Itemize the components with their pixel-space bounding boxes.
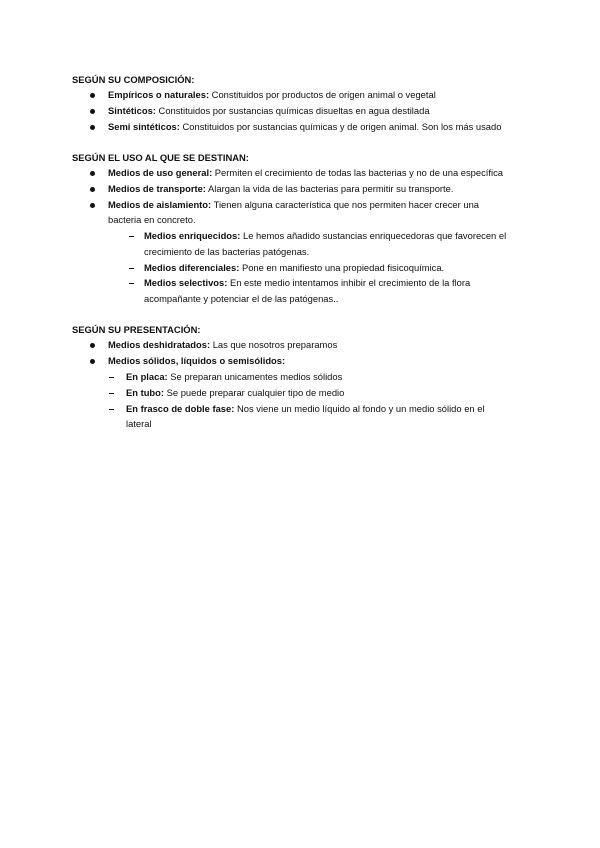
- subitem-text: Se puede preparar cualquier tipo de medio: [164, 387, 345, 398]
- item-text: Permiten el crecimiento de todas las bacterias y no de una específica: [212, 167, 503, 178]
- item-text: Alargan la vida de las bacterias para permitir su transporte.: [205, 183, 454, 194]
- item-continuation: bacteria en concreto.: [108, 214, 196, 225]
- bullet-icon: [90, 187, 95, 192]
- dash-icon: [129, 283, 134, 284]
- item-term: Medios de aislamiento:: [108, 199, 212, 210]
- item-text: Constituidos por sustancias químicas y de origen animal. Son los más usado: [179, 121, 502, 132]
- item-term: Medios de uso general:: [108, 167, 213, 178]
- subitem-continuation: acompañante y potenciar el de las patógenas..: [144, 293, 339, 304]
- subitem-text: En este medio intentamos inhibir el crecimiento de la flora: [227, 277, 471, 288]
- dash-icon: [109, 409, 114, 410]
- subitem-text: Pone en manifiesto una propiedad fisicoquímica.: [239, 262, 445, 273]
- bullet-icon: [90, 359, 95, 364]
- dash-icon: [129, 236, 134, 237]
- item-text: Constituidos por productos de origen animal o vegetal: [209, 89, 436, 100]
- subitem-text: Se preparan unicamentes medios sólidos: [167, 371, 343, 382]
- item-term: Semi sintéticos:: [108, 121, 180, 132]
- subitem-text: Nos viene un medio líquido al fondo y un medio sólido en el: [234, 403, 485, 414]
- bullet-icon: [90, 171, 95, 176]
- subitem-term: Medios diferenciales:: [144, 262, 240, 273]
- bullet-icon: [90, 93, 95, 98]
- item-text: Las que nosotros preparamos: [210, 339, 338, 350]
- subitem-term: En placa:: [126, 371, 168, 382]
- bullet-icon: [90, 343, 95, 348]
- item-term: Sintéticos:: [108, 105, 156, 116]
- item-text: Tienen alguna característica que nos permiten hacer crecer una: [211, 199, 480, 210]
- item-term: Medios deshidratados:: [108, 339, 211, 350]
- subitem-term: Medios enriquecidos:: [144, 230, 241, 241]
- subitem-continuation: lateral: [126, 418, 152, 429]
- subitem-term: En tubo:: [126, 387, 165, 398]
- item-term: Empíricos o naturales:: [108, 89, 210, 100]
- bullet-icon: [90, 203, 95, 208]
- item-term: Medios sólidos, líquidos o semisólidos:: [108, 355, 286, 366]
- subitem-term: En frasco de doble fase:: [126, 403, 235, 414]
- bullet-icon: [90, 125, 95, 130]
- item-term: Medios de transporte:: [108, 183, 206, 194]
- subitem-term: Medios selectivos:: [144, 277, 228, 288]
- section-heading: SEGÚN EL USO AL QUE SE DESTINAN:: [72, 152, 249, 163]
- dash-icon: [109, 377, 114, 378]
- item-text: Constituidos por sustancias químicas disueltas en agua destilada: [155, 105, 430, 116]
- section-heading: SEGÚN SU PRESENTACIÓN:: [72, 324, 201, 335]
- subitem-continuation: crecimiento de las bacterias patógenas.: [144, 246, 310, 257]
- section-heading: SEGÚN SU COMPOSICIÓN:: [72, 74, 195, 85]
- bullet-icon: [90, 109, 95, 114]
- subitem-text: Le hemos añadido sustancias enriquecedoras que favorecen el: [240, 230, 507, 241]
- dash-icon: [109, 393, 114, 394]
- dash-icon: [129, 268, 134, 269]
